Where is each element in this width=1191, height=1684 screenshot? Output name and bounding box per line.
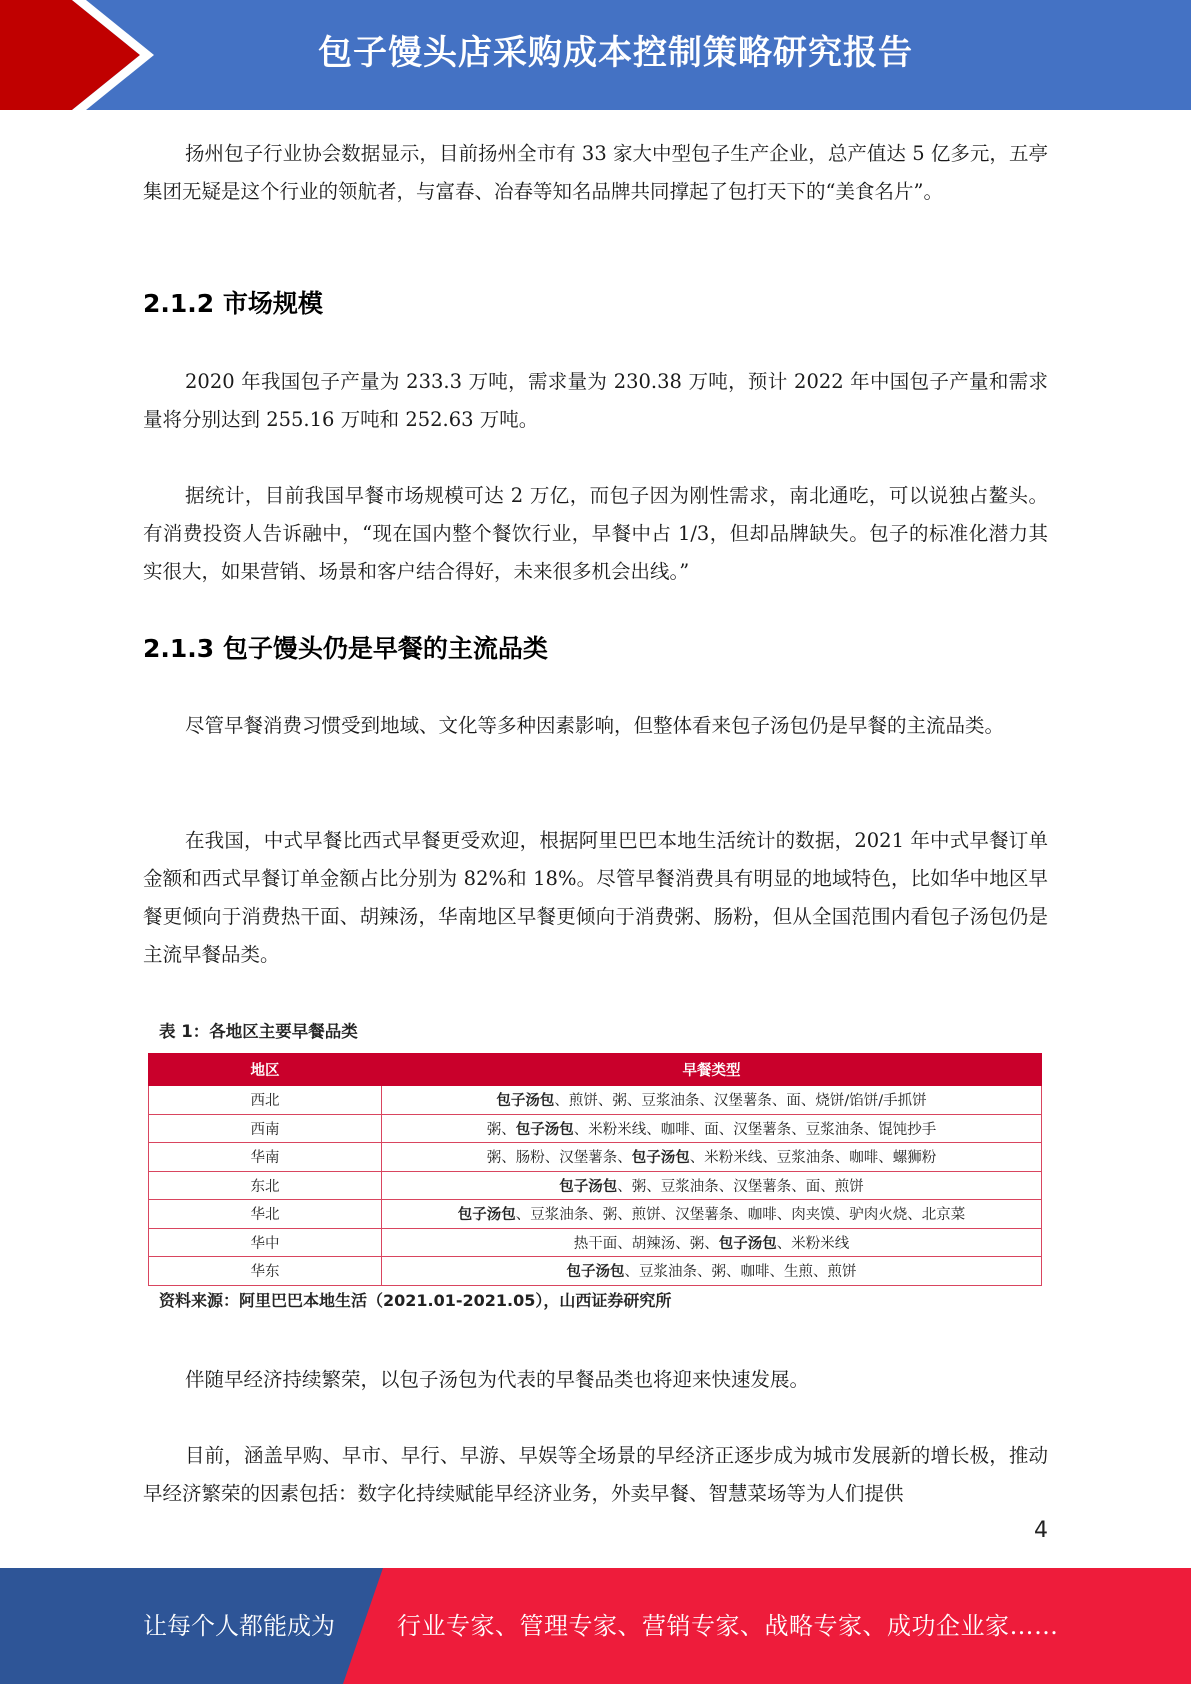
document-title: 包子馒头店采购成本控制策略研究报告 [318,33,913,73]
paragraph-morning-economy: 伴随早经济持续繁荣，以包子汤包为代表的早餐品类也将迎来快速发展。 [185,1368,810,1391]
paragraph-production: 2020 年我国包子产量为 233.3 万吨，需求量为 230.38 万吨，预计 2022 年中国包子产量和需求量将分别达到 255.16 万吨和 252.63 万吨。 [143,370,1048,431]
heading-mainstream-category: 2.1.3 包子馒头仍是早餐的主流品类 [143,634,548,663]
breakfast-type-cell: 包子汤包、豆浆油条、粥、咖啡、生煎、煎饼 [382,1257,1042,1286]
table-row [149,1143,1042,1172]
footer-slogan-left: 让每个人都能成为 [143,1612,335,1640]
highlight-baozi: 包子汤包 [515,1121,574,1138]
breakfast-type-cell: 粥、肠粉、汉堡薯条、包子汤包、米粉米线、豆浆油条、咖啡、螺狮粉 [382,1143,1042,1172]
paragraph-yangzhou-industry: 扬州包子行业协会数据显示，目前扬州全市有 33 家大中型包子生产企业，总产值达 5 亿多元，五亭集团无疑是这个行业的领航者，与富春、冶春等知名品牌共同撑起了包打天下的“美食名片”。 [143,142,1048,203]
region-cell: 西北 [149,1086,382,1115]
column-header-breakfast-type: 早餐类型 [382,1054,1042,1086]
table-caption: 表 1：各地区主要早餐品类 [159,1022,358,1041]
table-row [149,1200,1042,1229]
highlight-baozi: 包子汤包 [631,1150,690,1167]
highlight-baozi: 包子汤包 [559,1178,618,1195]
region-cell: 华北 [149,1200,382,1229]
breakfast-type-cell: 包子汤包、粥、豆浆油条、汉堡薯条、面、煎饼 [382,1171,1042,1200]
paragraph-chinese-breakfast: 在我国，中式早餐比西式早餐更受欢迎，根据阿里巴巴本地生活统计的数据，2021 年中式早餐订单金额和西式早餐订单金额占比分别为 82%和 18%。尽管早餐消费具有明显的地域特色，比如华中地区早餐更倾向于消费热干面、胡辣汤，华南地区早餐更倾向于消费粥、肠粉，但从全国范围内看包子汤包仍是主流早餐品类。 [143,829,1048,966]
column-header-region: 地区 [149,1054,382,1086]
header-banner [0,0,1191,110]
paragraph-morning-economy-drivers: 目前，涵盖早购、早市、早行、早游、早娱等全场景的早经济正逐步成为城市发展新的增长极，推动早经济繁荣的因素包括：数字化持续赋能早经济业务，外卖早餐、智慧菜场等为人们提供 [143,1444,1048,1505]
heading-market-scale: 2.1.2 市场规模 [143,289,323,318]
breakfast-type-cell: 包子汤包、豆浆油条、粥、煎饼、汉堡薯条、咖啡、肉夹馍、驴肉火烧、北京菜 [382,1200,1042,1229]
breakfast-category-table [148,1053,1042,1286]
paragraph-consumption-habits: 尽管早餐消费习惯受到地域、文化等多种因素影响，但整体看来包子汤包仍是早餐的主流品类。 [185,714,1005,737]
footer-slogan-right: 行业专家、管理专家、营销专家、战略专家、成功企业家…… [397,1612,1059,1640]
region-cell: 华中 [149,1228,382,1257]
highlight-baozi: 包子汤包 [718,1235,777,1252]
highlight-baozi: 包子汤包 [496,1093,555,1110]
table-row [149,1086,1042,1115]
table-header-row [149,1054,1042,1086]
page-number: 4 [1034,1518,1048,1543]
region-cell: 华南 [149,1143,382,1172]
highlight-baozi: 包子汤包 [566,1264,625,1281]
footer-banner [0,1568,1191,1684]
region-cell: 华东 [149,1257,382,1286]
region-cell: 东北 [149,1171,382,1200]
breakfast-type-cell: 包子汤包、煎饼、粥、豆浆油条、汉堡薯条、面、烧饼/馅饼/手抓饼 [382,1086,1042,1115]
table-row [149,1228,1042,1257]
breakfast-type-cell: 粥、包子汤包、米粉米线、咖啡、面、汉堡薯条、豆浆油条、馄饨抄手 [382,1114,1042,1143]
header-arrow-decoration [0,0,160,110]
table-row [149,1257,1042,1286]
breakfast-type-cell: 热干面、胡辣汤、粥、包子汤包、米粉米线 [382,1228,1042,1257]
table-row [149,1114,1042,1143]
paragraph-breakfast-market: 据统计，目前我国早餐市场规模可达 2 万亿，而包子因为刚性需求，南北通吃，可以说独占鳌头。有消费投资人告诉融中，“现在国内整个餐饮行业，早餐中占 1/3，但却品牌缺失。包子的标准化潜力其实很大，如果营销、场景和客户结合得好，未来很多机会出线。” [143,484,1048,583]
highlight-baozi: 包子汤包 [457,1207,516,1224]
table-row [149,1171,1042,1200]
region-cell: 西南 [149,1114,382,1143]
table-source-note: 资料来源：阿里巴巴本地生活（2021.01-2021.05），山西证券研究所 [159,1291,672,1310]
